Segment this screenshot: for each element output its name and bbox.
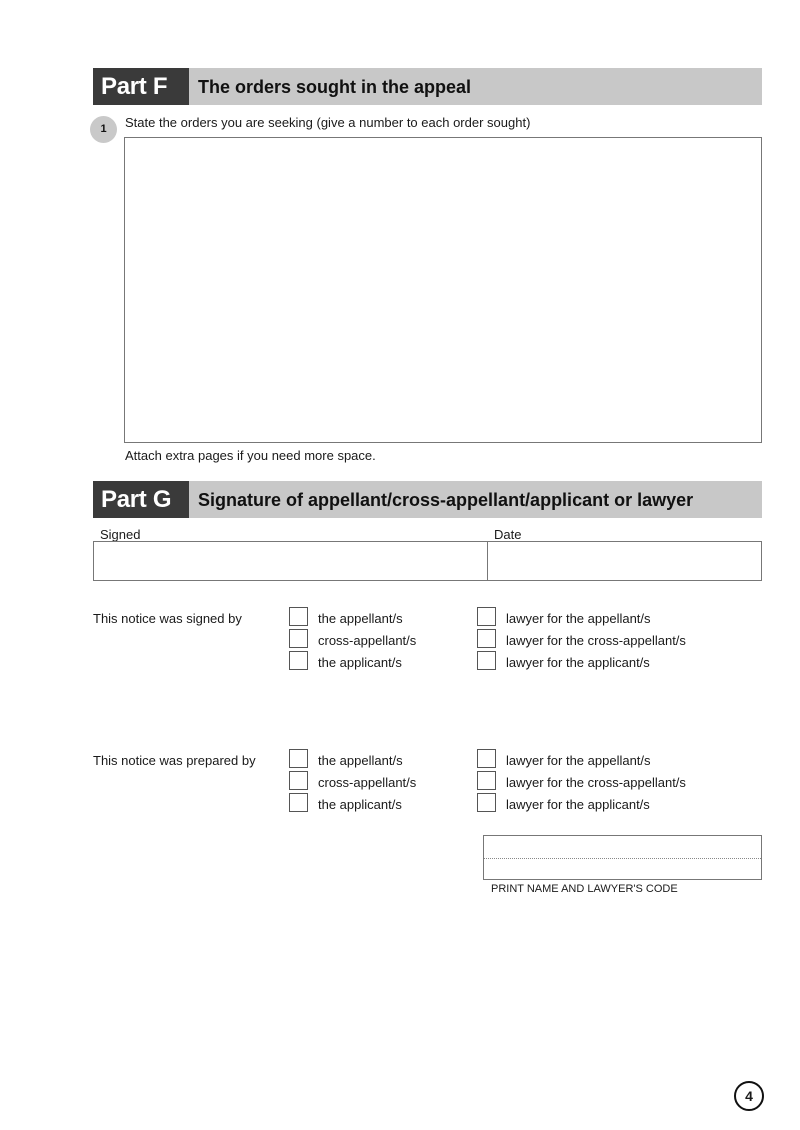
prepared-by-applicant-label: the applicant/s: [318, 797, 402, 812]
prepared-by-lawyer-applicant-checkbox[interactable]: [477, 793, 496, 812]
signed-by-lawyer-cross-appellant-label: lawyer for the cross-appellant/s: [506, 633, 686, 648]
date-field[interactable]: [488, 542, 761, 580]
prepared-by-cross-appellant-checkbox[interactable]: [289, 771, 308, 790]
orders-question-text: State the orders you are seeking (give a number to each order sought): [125, 115, 531, 130]
print-name-caption: PRINT NAME AND LAWYER'S CODE: [491, 883, 678, 895]
part-g-header: [93, 481, 762, 518]
prepared-by-appellant-checkbox[interactable]: [289, 749, 308, 768]
prepared-by-cross-appellant-label: cross-appellant/s: [318, 775, 417, 790]
signed-by-lawyer-appellant-label: lawyer for the appellant/s: [506, 611, 651, 626]
signed-by-appellant-checkbox[interactable]: [289, 607, 308, 626]
orders-sought-input[interactable]: [125, 138, 761, 442]
signed-by-appellant-label: the appellant/s: [318, 611, 403, 626]
signed-by-lawyer-appellant-checkbox[interactable]: [477, 607, 496, 626]
prepared-by-lawyer-cross-appellant-label: lawyer for the cross-appellant/s: [506, 775, 686, 790]
prepared-by-lawyer-appellant-label: lawyer for the appellant/s: [506, 753, 651, 768]
print-name-field[interactable]: [484, 836, 761, 857]
signed-by-lawyer-cross-appellant-checkbox[interactable]: [477, 629, 496, 648]
prepared-by-applicant-checkbox[interactable]: [289, 793, 308, 812]
part-f-header: [93, 68, 762, 105]
prepared-by-lawyer-appellant-checkbox[interactable]: [477, 749, 496, 768]
signature-date-box: [93, 541, 762, 581]
part-g-tag: Part G: [93, 481, 189, 518]
print-name-box: [483, 835, 762, 880]
part-g-title: Signature of appellant/cross-appellant/applicant or lawyer: [198, 490, 694, 510]
orders-sought-box: [124, 137, 762, 443]
part-f-title: The orders sought in the appeal: [198, 77, 472, 97]
signed-by-cross-appellant-label: cross-appellant/s: [318, 633, 417, 648]
signed-by-lawyer-applicant-label: lawyer for the applicant/s: [506, 655, 650, 670]
prepared-by-label: This notice was prepared by: [93, 753, 256, 768]
signed-by-lawyer-applicant-checkbox[interactable]: [477, 651, 496, 670]
part-f-tag: Part F: [93, 68, 189, 105]
lawyer-code-field[interactable]: [484, 859, 761, 880]
signed-by-label: This notice was signed by: [93, 611, 242, 626]
question-number-badge: 1: [90, 116, 117, 143]
signed-by-applicant-checkbox[interactable]: [289, 651, 308, 670]
prepared-by-appellant-label: the appellant/s: [318, 753, 403, 768]
signed-label: Signed: [100, 527, 141, 542]
signature-field[interactable]: [94, 542, 487, 580]
extra-pages-note: Attach extra pages if you need more space.: [125, 448, 376, 463]
prepared-by-lawyer-cross-appellant-checkbox[interactable]: [477, 771, 496, 790]
date-label: Date: [494, 527, 522, 542]
signed-by-cross-appellant-checkbox[interactable]: [289, 629, 308, 648]
prepared-by-lawyer-applicant-label: lawyer for the applicant/s: [506, 797, 650, 812]
signed-by-applicant-label: the applicant/s: [318, 655, 402, 670]
page-number: 4: [734, 1081, 764, 1111]
